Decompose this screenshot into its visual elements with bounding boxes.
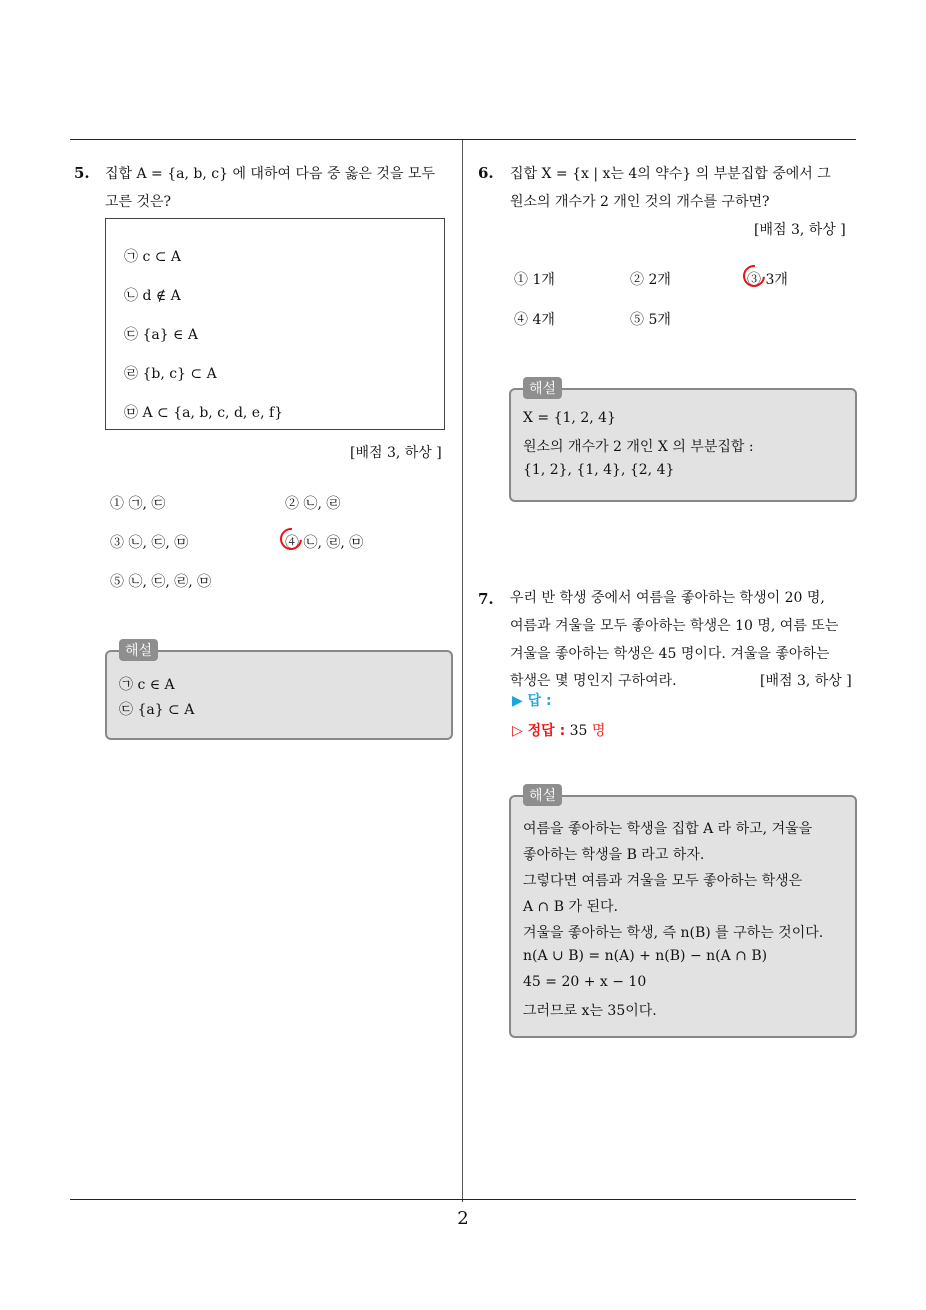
q7-answer-label: ▶ 답 : — [512, 693, 552, 709]
q7-line-2: 여름과 겨울을 모두 좋아하는 학생은 10 명, 여름 또는 — [510, 618, 839, 634]
q6-choice-1[interactable]: ① 1개 — [514, 272, 555, 288]
q6-line-2: 원소의 개수가 2 개인 것의 개수를 구하면? — [510, 194, 770, 210]
q5-choice-2[interactable]: ② ㉡, ㉣ — [285, 496, 341, 512]
q5-line-1: 집합 A = {a, b, c} 에 대하여 다음 중 옳은 것을 모두 — [105, 166, 435, 182]
q7-solution-line-6: n(A ∪ B) = n(A) + n(B) − n(A ∩ B) — [523, 948, 768, 964]
q6-score: [배점 3, 하상 ] — [754, 222, 846, 238]
q7-solution-box — [509, 788, 857, 1038]
q6-line-1: 집합 X = {x | x는 4의 약수} 의 부분집합 중에서 그 — [510, 166, 831, 182]
top-rule — [70, 139, 856, 140]
q7-solution-line-3: 그렇다면 여름과 겨울을 모두 좋아하는 학생은 — [523, 873, 803, 889]
bottom-rule — [70, 1199, 856, 1200]
q5-solution-line-1: ㉠ c ∈ A — [119, 677, 175, 693]
q5-statement-5: ㉤ A ⊂ {a, b, c, d, e, f} — [124, 405, 284, 421]
q7-solution-line-4: A ∩ B 가 된다. — [523, 899, 618, 915]
q5-solution-line-2: ㉢ {a} ⊂ A — [119, 702, 195, 718]
q5-choice-5[interactable]: ⑤ ㉡, ㉢, ㉣, ㉤ — [110, 574, 212, 590]
q7-solution-line-2: 좋아하는 학생을 B 라고 하자. — [523, 847, 705, 863]
q7-solution-line-5: 겨울을 좋아하는 학생, 즉 n(B) 를 구하는 것이다. — [523, 925, 824, 941]
q5-choice-1[interactable]: ① ㉠, ㉢ — [110, 496, 166, 512]
q6-solution-line-3: {1, 2}, {1, 4}, {2, 4} — [523, 462, 675, 478]
page-number: 2 — [457, 1208, 469, 1229]
q7-score: [배점 3, 하상 ] — [760, 673, 852, 689]
q6-choice-4[interactable]: ④ 4개 — [514, 312, 555, 328]
q6-choice-5[interactable]: ⑤ 5개 — [630, 312, 671, 328]
q5-choice-4[interactable]: ④ ㉡, ㉣, ㉤ — [285, 535, 364, 551]
q5-statement-1: ㉠ c ⊂ A — [124, 249, 182, 265]
q7-line-3: 겨울을 좋아하는 학생은 45 명이다. 겨울을 좋아하는 — [510, 646, 830, 662]
q5-statement-box — [105, 218, 445, 430]
q6-choice-2[interactable]: ② 2개 — [630, 272, 671, 288]
q7-solution-line-1: 여름을 좋아하는 학생을 집합 A 라 하고, 겨울을 — [523, 821, 813, 837]
q6-solution-line-2: 원소의 개수가 2 개인 X 의 부분집합 : — [523, 439, 754, 455]
q6-solution-box — [509, 381, 857, 502]
q5-choice-3[interactable]: ③ ㉡, ㉢, ㉤ — [110, 535, 189, 551]
q6-solution-tag: 해설 — [523, 377, 562, 399]
q7-solution-tag: 해설 — [523, 784, 562, 806]
q7-correct-answer — [512, 720, 605, 740]
q7-correct-value: 35 — [569, 723, 588, 739]
q7-number: 7. — [478, 590, 494, 608]
q7-solution-line-7: 45 = 20 + x − 10 — [523, 974, 647, 990]
q5-number: 5. — [74, 164, 90, 182]
q5-line-2: 고른 것은? — [105, 194, 172, 210]
q5-score: [배점 3, 하상 ] — [350, 445, 442, 461]
q5-statement-4: ㉣ {b, c} ⊂ A — [124, 366, 217, 382]
q6-choice-3[interactable]: ③ 3개 — [747, 272, 788, 288]
q6-solution-line-1: X = {1, 2, 4} — [523, 410, 616, 426]
q7-solution-line-8: 그러므로 x는 35이다. — [523, 1003, 657, 1019]
q7-line-1: 우리 반 학생 중에서 여름을 좋아하는 학생이 20 명, — [510, 590, 825, 606]
q5-statement-2: ㉡ d ∉ A — [124, 288, 181, 304]
column-divider — [462, 140, 463, 1202]
q5-solution-box — [105, 643, 453, 740]
q7-line-4: 학생은 몇 명인지 구하여라. — [510, 673, 677, 689]
q7-correct-unit: 명 — [591, 723, 606, 739]
q5-statement-3: ㉢ {a} ∈ A — [124, 327, 198, 343]
q7-correct-label: ▷ 정답 : — [512, 723, 566, 739]
q5-solution-tag: 해설 — [119, 639, 158, 661]
q6-number: 6. — [478, 164, 494, 182]
